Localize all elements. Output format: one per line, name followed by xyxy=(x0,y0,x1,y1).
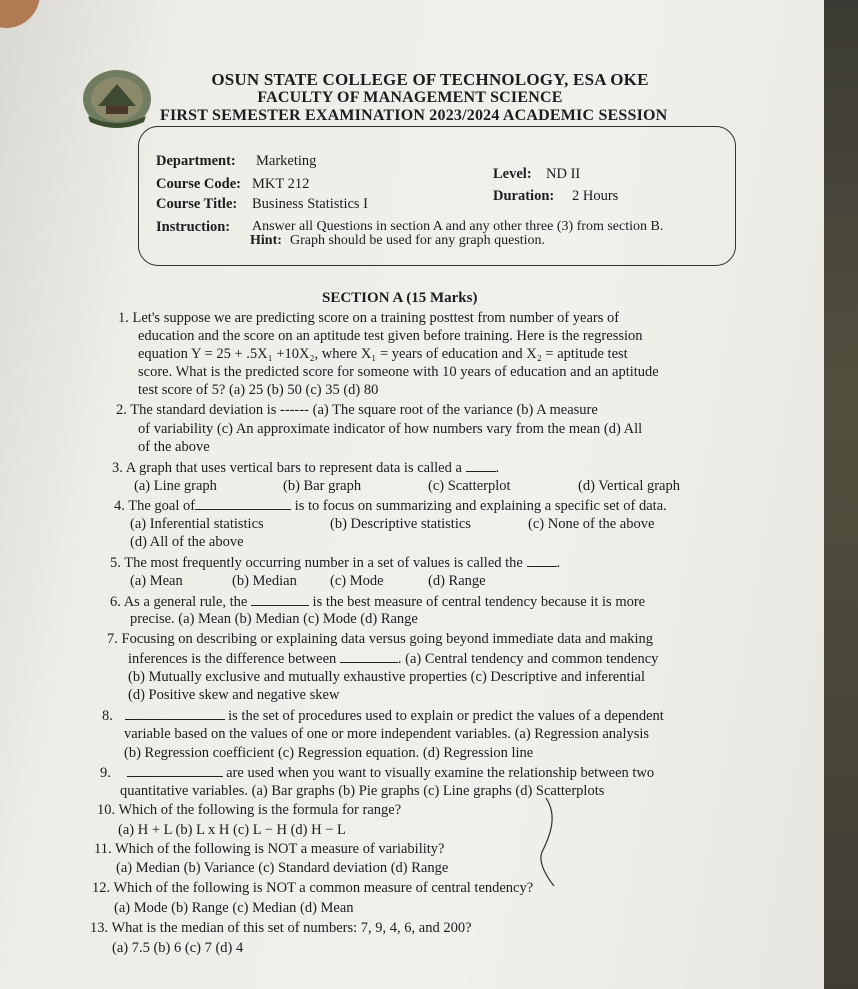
q6-stem: 6. As a general rule, the xyxy=(110,594,248,610)
q4-option-c: (c) None of the above xyxy=(528,516,655,532)
q5-end: . xyxy=(556,555,561,571)
q3-line-1 xyxy=(112,459,499,478)
q8-number: 8. xyxy=(102,708,113,724)
q5-option-a: (a) Mean xyxy=(130,573,183,589)
q7-line-3: (b) Mutually exclusive and mutually exhaustive properties (c) Descriptive and inferential xyxy=(128,669,645,685)
q7-option-a: . (a) Central tendency and common tendency xyxy=(397,651,659,667)
hint-label: Hint: xyxy=(250,233,282,248)
q10-line-1: 10. Which of the following is the formula for range? xyxy=(97,802,402,818)
q2-line-3: of the above xyxy=(138,439,210,455)
q1-line-2: education and the score on an aptitude test given before training. Here is the regression xyxy=(138,328,643,344)
q5-option-d: (d) Range xyxy=(428,573,486,589)
q2-line-1: 2. The standard deviation is ------ (a) The square root of the variance (b) A measure xyxy=(116,402,598,418)
pen-bracket-mark xyxy=(520,796,560,888)
q6-stem-end: is the best measure of central tendency because it is more xyxy=(312,594,646,610)
q4-stem: 4. The goal of xyxy=(114,498,196,514)
q1-line-1: 1. Let's suppose we are predicting score on a training posttest from number of years of xyxy=(118,310,620,326)
q9-answer-blank[interactable] xyxy=(127,764,223,777)
department-value: Marketing xyxy=(256,153,317,169)
q3-option-d: (d) Vertical graph xyxy=(578,478,680,494)
q13-options: (a) 7.5 (b) 6 (c) 7 (d) 4 xyxy=(112,940,244,956)
q8-answer-blank[interactable] xyxy=(125,707,225,720)
q2-line-2: of variability (c) An approximate indicator of how numbers vary from the mean (d) All xyxy=(138,421,643,437)
q9-line-1 xyxy=(100,764,654,783)
college-name: OSUN STATE COLLEGE OF TECHNOLOGY, ESA OKE xyxy=(211,70,649,89)
exam-title: FIRST SEMESTER EXAMINATION 2023/2024 ACADEMIC SESSION xyxy=(160,107,668,124)
section-a-title: SECTION A (15 Marks) xyxy=(322,290,478,306)
instruction-text: Answer all Questions in section A and any other three (3) from section B. xyxy=(252,219,664,234)
q6-answer-blank[interactable] xyxy=(251,593,309,606)
q3-stem: 3. A graph that uses vertical bars to represent data is called a xyxy=(112,460,462,476)
q7-stem: inferences is the difference between xyxy=(128,651,337,667)
q7-line-4: (d) Positive skew and negative skew xyxy=(128,687,340,703)
q11-options: (a) Median (b) Variance (c) Standard deviation (d) Range xyxy=(116,860,449,876)
level-value: ND II xyxy=(546,166,581,182)
q6-line-2: precise. (a) Mean (b) Median (c) Mode (d) Range xyxy=(130,611,418,627)
q3-option-b: (b) Bar graph xyxy=(283,478,362,494)
q11-line-1: 11. Which of the following is NOT a measure of variability? xyxy=(94,841,445,857)
q13-line-1: 13. What is the median of this set of numbers: 7, 9, 4, 6, and 200? xyxy=(90,920,472,936)
q1-line-3: equation Y = 25 + .5X₁ +10X₂, where X₁ = years of education and X₂ = aptitude test xyxy=(138,346,628,362)
table-edge xyxy=(824,0,858,989)
q1-line-5: test score of 5? (a) 25 (b) 50 (c) 35 (d) 80 xyxy=(138,382,379,398)
q4-option-d: (d) All of the above xyxy=(130,534,244,550)
q8-line-2: variable based on the values of one or more independent variables. (a) Regression analysis xyxy=(124,726,650,742)
q8-line-3: (b) Regression coefficient (c) Regression equation. (d) Regression line xyxy=(124,745,534,761)
q5-line-1 xyxy=(110,554,560,573)
q5-stem: 5. The most frequently occurring number in a set of values is called the xyxy=(110,555,523,571)
q9-stem: are used when you want to visually examine the relationship between two xyxy=(226,765,655,781)
q4-option-b: (b) Descriptive statistics xyxy=(330,516,471,532)
duration-value: 2 Hours xyxy=(572,188,619,204)
q3-option-a: (a) Line graph xyxy=(134,478,217,494)
department-label: Department: xyxy=(156,153,236,169)
course-code-value: MKT 212 xyxy=(252,176,310,192)
q3-option-c: (c) Scatterplot xyxy=(428,478,511,494)
q3-end: . xyxy=(495,460,500,476)
duration-label: Duration: xyxy=(493,188,555,204)
instruction-label: Instruction: xyxy=(156,219,231,235)
q12-options: (a) Mode (b) Range (c) Median (d) Mean xyxy=(114,900,354,916)
q7-line-1: 7. Focusing on describing or explaining data versus going beyond immediate data and making xyxy=(107,631,654,647)
course-code-label: Course Code: xyxy=(156,176,241,192)
q12-line-1: 12. Which of the following is NOT a common measure of central tendency? xyxy=(92,880,534,896)
q4-answer-blank[interactable] xyxy=(195,497,291,510)
q4-option-a: (a) Inferential statistics xyxy=(130,516,264,532)
course-title-label: Course Title: xyxy=(156,196,238,212)
q9-line-2: quantitative variables. (a) Bar graphs (b) Pie graphs (c) Line graphs (d) Scatterplots xyxy=(120,783,605,799)
q4-line-1 xyxy=(114,497,667,516)
q5-option-b: (b) Median xyxy=(232,573,297,589)
faculty-name: FACULTY OF MANAGEMENT SCIENCE xyxy=(257,89,563,106)
course-title-value: Business Statistics I xyxy=(252,196,369,212)
q5-option-c: (c) Mode xyxy=(330,573,384,589)
hint-text: Graph should be used for any graph question. xyxy=(290,233,546,248)
q3-answer-blank[interactable] xyxy=(466,459,496,472)
q1-line-4: score. What is the predicted score for someone with 10 years of education and an aptitude xyxy=(138,364,659,380)
q7-answer-blank[interactable] xyxy=(340,650,398,663)
q9-number: 9. xyxy=(100,765,111,781)
q10-options: (a) H + L (b) L x H (c) L − H (d) H − L xyxy=(118,822,346,838)
q8-line-1 xyxy=(102,707,664,726)
q8-stem: is the set of procedures used to explain or predict the values of a dependent xyxy=(228,708,664,724)
q6-line-1 xyxy=(110,593,645,612)
q7-line-2 xyxy=(128,650,658,669)
q5-answer-blank[interactable] xyxy=(527,554,557,567)
q4-stem-end: is to focus on summarizing and explaining a specific set of data. xyxy=(294,498,667,514)
level-label: Level: xyxy=(493,166,532,182)
